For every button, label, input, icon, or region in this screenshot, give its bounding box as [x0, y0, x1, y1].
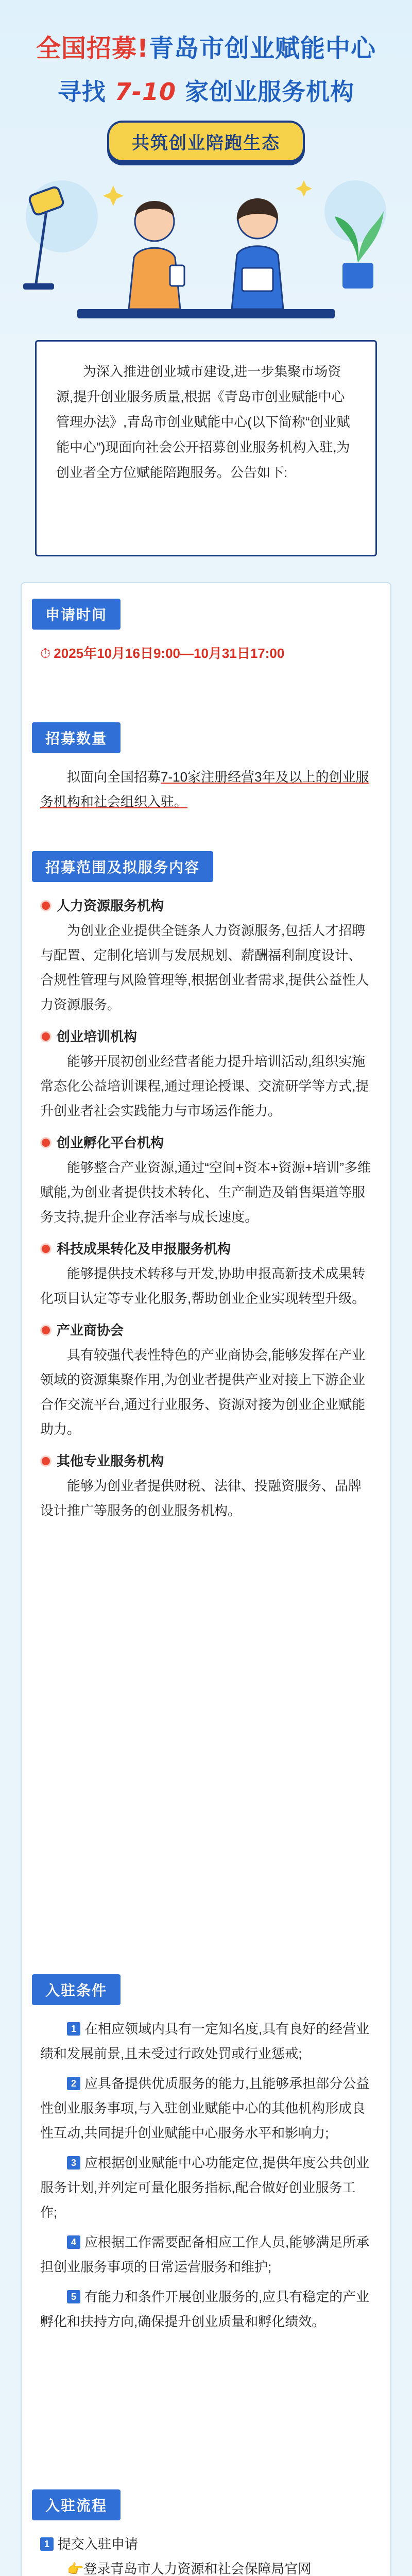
condition-item: 5 有能力和条件开展创业服务的,应具有稳定的产业孵化和扶持方向,确保提升创业质量和孵化绩效。 [40, 2289, 370, 2329]
condition-item: 1 在相应领域内具有一定知名度,具有良好的经营业绩和发展前景,且未受过行政处罚或行业惩戒; [40, 2021, 370, 2061]
number-badge: 4 [67, 2235, 80, 2249]
bullet-dot-icon [40, 1455, 52, 1467]
bullet-dot-icon [40, 1137, 52, 1148]
hand-pointer-icon: 👉 [67, 2561, 84, 2576]
hero-subtitle-badge: 共筑创业陪跑生态 [107, 121, 305, 162]
intro-card [35, 340, 377, 556]
intro-text: 为深入推进创业城市建设,进一步集聚市场资源,提升创业服务质量,根据《青岛市创业赋能中心管理办法》,青岛市创业赋能中心(以下简称“创业赋能中心”)现面向社会公开招募创业服务机构入驻,为创业者全方位赋能陪跑服务。公告如下: [56, 364, 350, 480]
bullet-dot-icon [40, 1031, 52, 1042]
process-step-1: 1 提交入驻申请 [22, 2532, 392, 2556]
bullet-dot-icon [40, 1325, 52, 1336]
section-conditions [22, 1974, 392, 2334]
hero-illustration [0, 155, 412, 361]
bullet-dot-icon [40, 1243, 52, 1255]
number-badge: 1 [67, 2022, 80, 2036]
section-process [22, 2489, 392, 2576]
conditions-list [22, 2016, 392, 2334]
hero-title-prefix: 全国招募! [36, 34, 149, 63]
bullet-dot-icon [40, 900, 52, 911]
section-title-process: 入驻流程 [32, 2489, 121, 2520]
scope-category: 创业培训机构 能够开展初创业经营者能力提升培训活动,组织实施常态化公益培训课程,通过理论授课、交流研学等方式,提升创业者社会实践能力与市场运作能力。 [40, 1029, 369, 1118]
hero-target: 家创业服务机构 [185, 78, 355, 106]
person-left-figure [129, 201, 184, 309]
desk [77, 309, 335, 318]
condition-item: 4 应根据工作需要配备相应工作人员,能够满足所承担创业服务事项的日常运营服务和维护; [40, 2234, 370, 2275]
number-badge: 2 [67, 2077, 80, 2090]
scope-category: 其他专业服务机构 能够为创业者提供财税、法律、投融资服务、品牌设计推广等服务的创业服务机构。 [40, 1453, 362, 1518]
condition-item: 3 应根据创业赋能中心功能定位,提供年度公共创业服务计划,并列定可量化服务指标,配合做好创业服务工作; [40, 2155, 370, 2220]
quota-text: 拟面向全国招募7-10家注册经营3年及以上的创业服务机构和社会组织入驻。 [40, 769, 369, 809]
sparkle-icon [296, 180, 312, 197]
bg-circle-left [26, 180, 98, 252]
sparkle-icon [103, 185, 124, 206]
section-apply-time [22, 599, 392, 666]
apply-time-text: ⏱ 2025年10月16日9:00—10月31日17:00 [40, 646, 285, 661]
hero-seek-label: 寻找 [57, 78, 106, 106]
hero-title-line1 [0, 0, 412, 64]
scope-category: 创业孵化平台机构 能够整合产业资源,通过“空间+资本+资源+培训”多维赋能,为创业者提供技术转化、生产制造及销售渠道等服务支持,提升企业存活率与成长速度。 [40, 1135, 371, 1225]
number-badge: 5 [67, 2290, 80, 2303]
scope-category: 产业商协会 具有较强代表性特色的产业商协会,能够发挥在产业领域的资源集聚作用,为创业者提供产业对接上下游企业合作交流平台,通过行业服务、资源对接为创业企业赋能助力。 [40, 1323, 366, 1437]
number-badge: 3 [67, 2156, 80, 2170]
scope-category-list [22, 893, 392, 1523]
hero-count: 7-10 [114, 78, 177, 106]
section-quota [22, 722, 392, 814]
scope-category: 人力资源服务机构 为创业企业提供全链条人力资源服务,包括人才招聘与配置、定制化培训与发展规划、薪酬福利制度设计、合规性管理与风险管理等,根据创业者需求,提供公益性人力资源服务。 [40, 898, 369, 1012]
hero-title-org: 青岛市创业赋能中心 [148, 34, 376, 63]
process-login-text: 👉登录青岛市人力资源和社会保障局官网 [67, 2561, 312, 2576]
number-badge: 1 [40, 2537, 54, 2551]
person-right-figure [232, 198, 283, 309]
section-title-apply-time: 申请时间 [32, 599, 121, 630]
condition-item: 2 应具备提供优质服务的能力,且能够承担部分公益性创业服务事项,与入驻创业赋能中心的其他机构形成良性互动,共同提升创业赋能中心服务水平和影响力; [40, 2076, 370, 2141]
scope-category: 科技成果转化及申报服务机构 能够提供技术转移与开发,协助申报高新技术成果转化项目认定等专业化服务,帮助创业企业实现转型升级。 [40, 1241, 366, 1306]
hero-banner [0, 0, 412, 355]
section-title-quota: 招募数量 [32, 722, 121, 753]
main-panel [21, 582, 391, 2576]
section-title-scope: 招募范围及拟服务内容 [32, 851, 213, 882]
section-scope [22, 851, 392, 1523]
clock-icon: ⏱ [40, 646, 51, 661]
hero-title-line2 [0, 64, 412, 107]
section-title-conditions: 入驻条件 [32, 1974, 121, 2005]
